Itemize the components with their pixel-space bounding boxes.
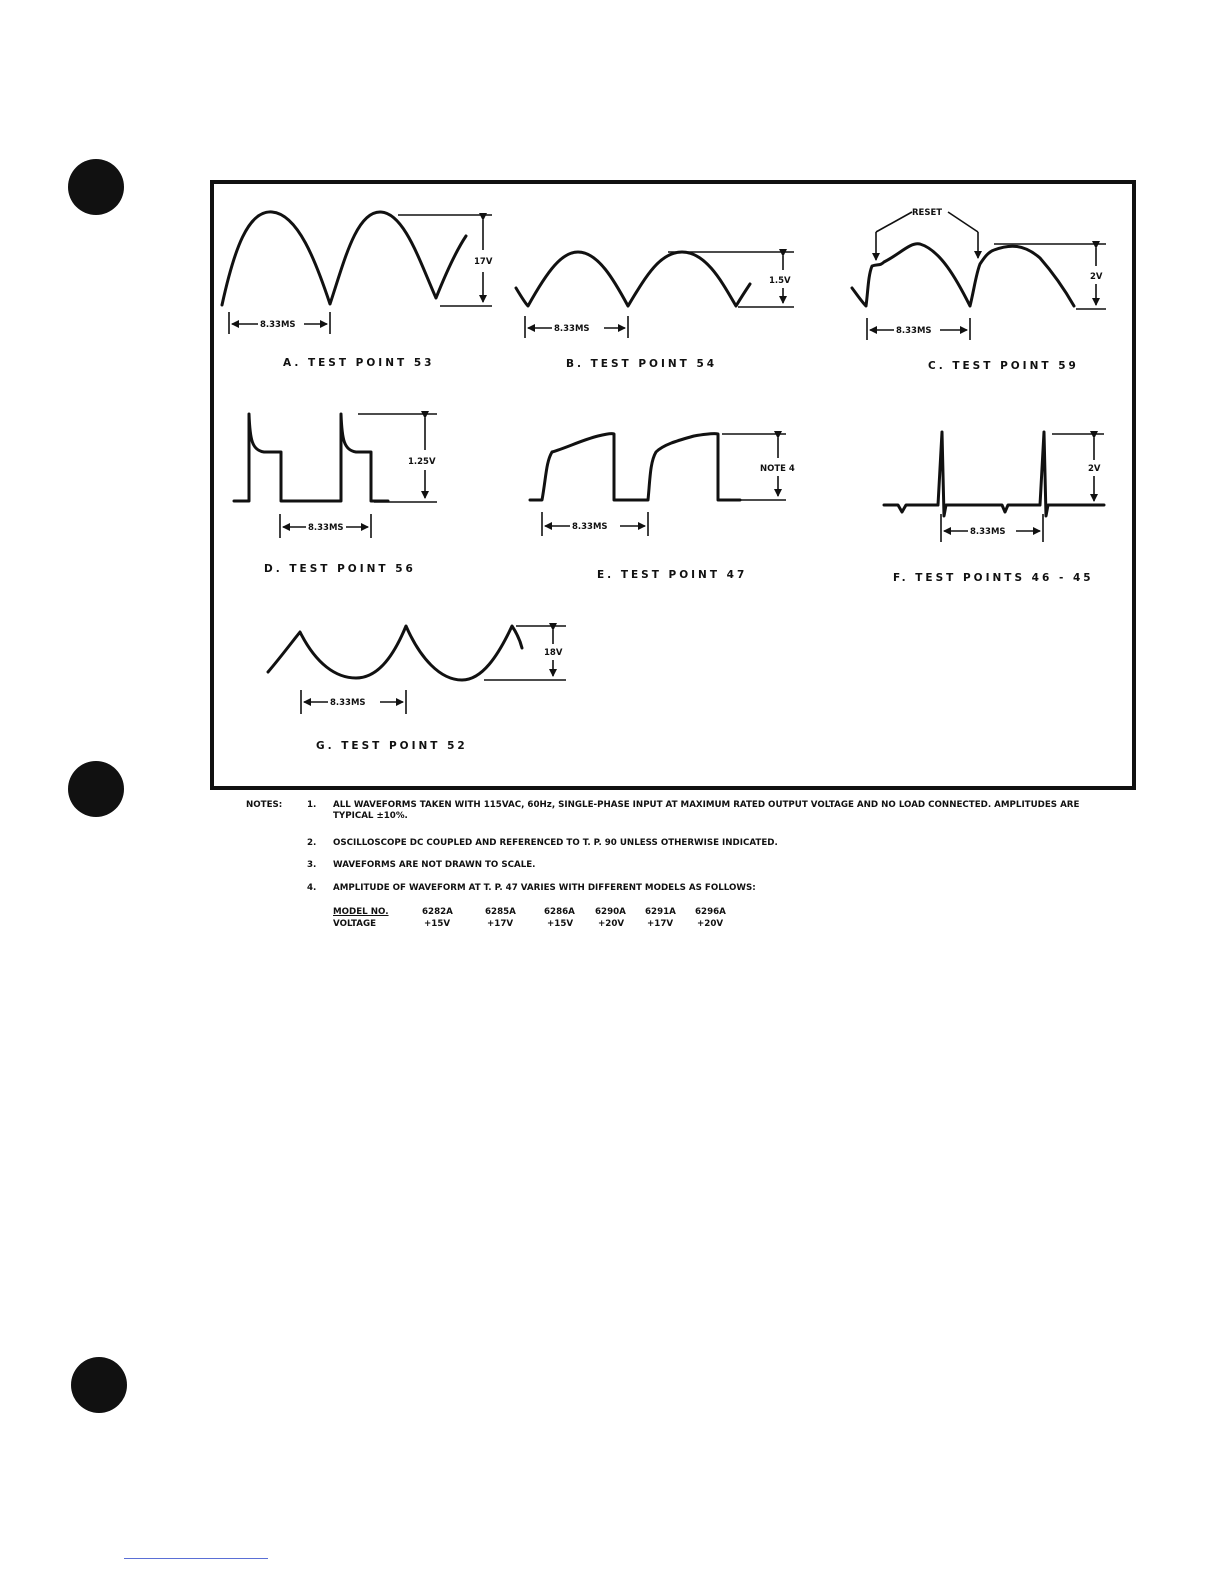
voltage-cell: +17V	[647, 919, 674, 929]
panel-a-period: 8.33MS	[260, 320, 296, 330]
voltage-cell: +15V	[424, 919, 451, 929]
note-4-text: AMPLITUDE OF WAVEFORM AT T. P. 47 VARIES WITH DIFFERENT MODELS AS FOLLOWS:	[333, 883, 756, 893]
panel-d-period: 8.33MS	[308, 523, 344, 533]
panel-g-waveform	[268, 626, 522, 680]
note-3-text: WAVEFORMS ARE NOT DRAWN TO SCALE.	[333, 860, 536, 870]
model-cell: 6290A	[595, 907, 626, 917]
voltage-label: VOLTAGE	[333, 919, 377, 929]
panel-g-amplitude: 18V	[544, 648, 563, 658]
panel-c-period: 8.33MS	[896, 326, 932, 336]
panel-d-amplitude: 1.25V	[408, 457, 436, 467]
panel-c-reset-label: RESET	[912, 208, 943, 218]
voltage-cell: +20V	[598, 919, 625, 929]
panel-g-caption: G. TEST POINT 52	[316, 740, 468, 752]
panel-d	[234, 414, 437, 575]
panel-a-waveform	[222, 212, 466, 305]
panel-f	[884, 432, 1104, 584]
panel-a-amplitude: 17V	[474, 257, 493, 267]
model-label: MODEL NO.	[333, 907, 389, 917]
notes-heading: NOTES:	[246, 800, 283, 810]
panel-b-waveform	[516, 252, 750, 306]
panel-c-caption: C. TEST POINT 59	[928, 360, 1079, 372]
binder-hole-bottom	[71, 1357, 127, 1413]
panel-b	[516, 252, 794, 370]
panel-e-caption: E. TEST POINT 47	[597, 569, 748, 581]
footer-rule	[124, 1558, 268, 1559]
note-2-number: 2.	[307, 838, 317, 848]
panel-a	[222, 212, 493, 369]
voltage-cell: +17V	[487, 919, 514, 929]
voltage-cell: +20V	[697, 919, 724, 929]
panel-c-amplitude: 2V	[1090, 272, 1103, 282]
panel-c	[852, 208, 1106, 372]
note-1-number: 1.	[307, 800, 317, 810]
note-2-text: OSCILLOSCOPE DC COUPLED AND REFERENCED TO T. P. 90 UNLESS OTHERWISE INDICATED.	[333, 838, 778, 848]
panel-e-waveform	[530, 434, 740, 500]
model-cell: 6291A	[645, 907, 676, 917]
panel-f-caption: F. TEST POINTS 46 - 45	[893, 572, 1094, 584]
panel-e-amplitude: NOTE 4	[760, 464, 795, 474]
panel-e-period: 8.33MS	[572, 522, 608, 532]
model-cell: 6282A	[422, 907, 453, 917]
model-cell: 6285A	[485, 907, 516, 917]
panel-b-period: 8.33MS	[554, 324, 590, 334]
panel-f-amplitude: 2V	[1088, 464, 1101, 474]
panel-b-caption: B. TEST POINT 54	[566, 358, 718, 370]
panel-d-caption: D. TEST POINT 56	[264, 563, 416, 575]
panel-c-waveform	[852, 244, 1074, 306]
voltage-cell: +15V	[547, 919, 574, 929]
model-cell: 6286A	[544, 907, 575, 917]
panel-f-waveform	[884, 432, 1104, 516]
panel-f-period: 8.33MS	[970, 527, 1006, 537]
note-4-number: 4.	[307, 883, 317, 893]
panel-a-caption: A. TEST POINT 53	[283, 357, 435, 369]
panel-g-period: 8.33MS	[330, 698, 366, 708]
model-cell: 6296A	[695, 907, 726, 917]
panel-g	[268, 626, 566, 752]
panel-b-amplitude: 1.5V	[769, 276, 791, 286]
panel-d-waveform	[234, 414, 388, 501]
panel-e	[530, 434, 795, 581]
note-3-number: 3.	[307, 860, 317, 870]
note-1-text: ALL WAVEFORMS TAKEN WITH 115VAC, 60Hz, SINGLE-PHASE INPUT AT MAXIMUM RATED OUTPUT VOLTAGE AND NO LOAD CONNECTED. AMPLITUDES ARE TYPICAL ±10%.	[333, 800, 1080, 821]
